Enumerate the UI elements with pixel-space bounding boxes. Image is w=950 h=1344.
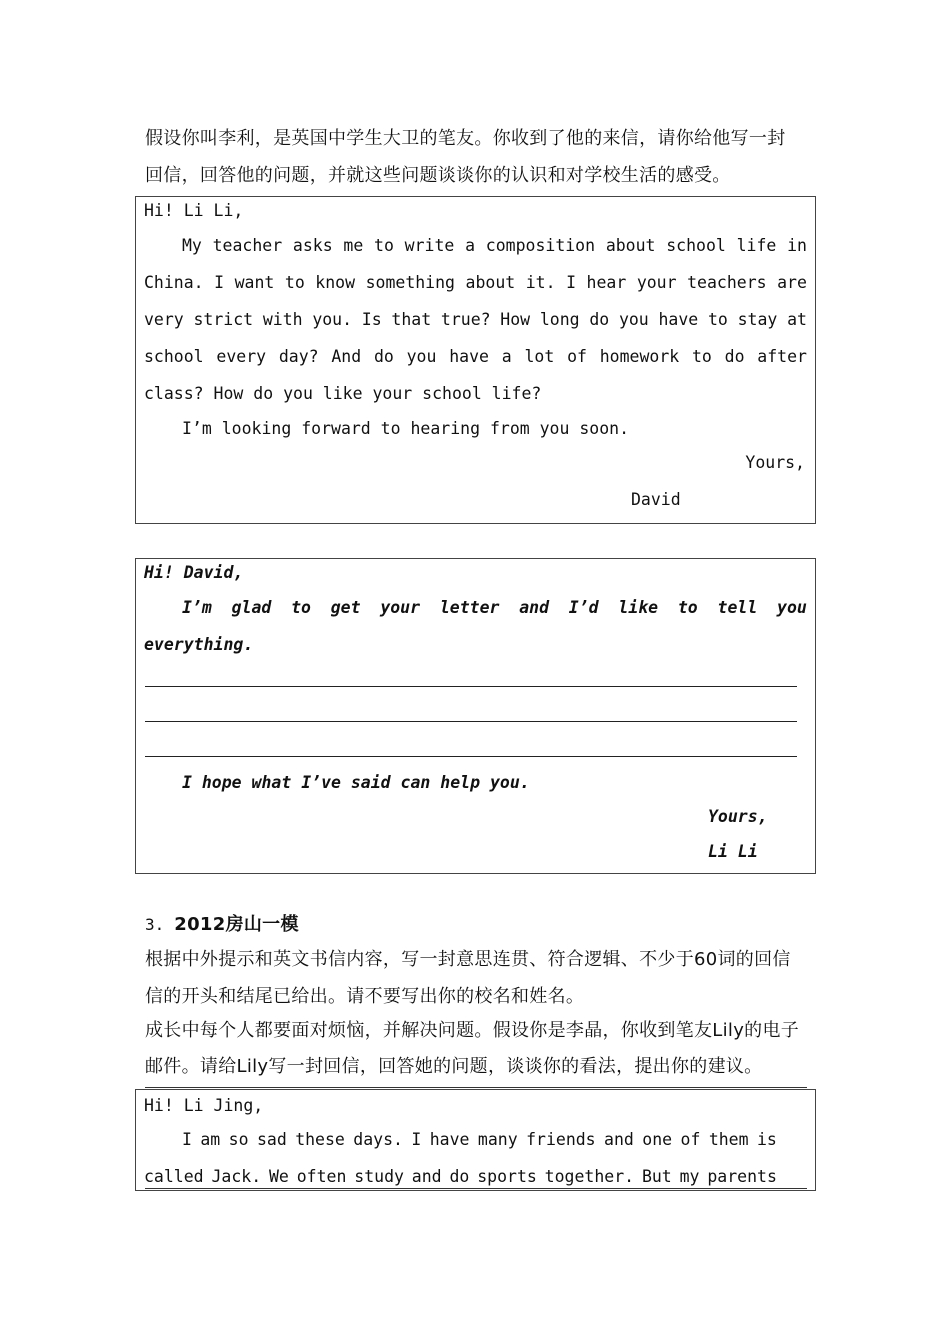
intro-line-2: 回信，回答他的问题，并就这些问题谈谈你的认识和对学校生活的感受。 [145, 165, 731, 186]
letter2-bottom-rule [145, 1188, 807, 1189]
word: of [680, 1130, 701, 1149]
word: you [777, 598, 807, 617]
word: write [404, 236, 455, 255]
word: you [406, 347, 437, 366]
word: glad [231, 598, 272, 617]
word: And [331, 347, 362, 366]
letter1-sign-off: Yours, [745, 453, 805, 472]
word: want [234, 273, 275, 292]
word: very [144, 310, 184, 329]
word: something [365, 273, 455, 292]
word: to [707, 310, 728, 329]
word: days. [353, 1130, 403, 1149]
letter1-signature: David [631, 490, 681, 509]
word: to [284, 273, 305, 292]
word: My [182, 236, 202, 255]
writing-line-3[interactable] [145, 756, 797, 757]
word: me [343, 236, 364, 255]
section3-line-3: 成长中每个人都要面对烦恼，并解决问题。假设你是李晶，你收到笔友Lily的电子 [145, 1020, 800, 1041]
writing-line-1[interactable] [145, 686, 797, 687]
section3-line-4: 邮件。请给Lily写一封回信，回答她的问题，谈谈你的看法，提出你的建议。 [145, 1056, 763, 1077]
word: a [465, 236, 476, 255]
word: do [373, 347, 394, 366]
word: I [214, 273, 225, 292]
reply1-greeting: Hi! David, [144, 563, 244, 582]
word: of [567, 347, 587, 366]
word: stay [737, 310, 778, 329]
word: and [604, 1130, 634, 1149]
reply1-closing-line: I hope what I’ve said can help you. [182, 773, 530, 792]
word: sad [256, 1130, 287, 1149]
word: often [296, 1167, 347, 1186]
word: have [429, 1130, 470, 1149]
word: China. [144, 273, 204, 292]
word: get [330, 598, 361, 617]
word: sports [477, 1167, 537, 1186]
word: I [566, 273, 576, 292]
word: Is [361, 310, 382, 329]
section3-line-1: 根据中外提示和英文书信内容，写一封意思连贯、符合逻辑、不少于60词的回信 [145, 949, 791, 970]
word: have [449, 347, 489, 366]
word: in [787, 236, 807, 255]
word: and [519, 598, 550, 617]
word: called [144, 1167, 204, 1186]
word: lot [524, 347, 555, 366]
word: have [658, 310, 699, 329]
word: I’d [568, 598, 599, 617]
section3-title: 2012房山一模 [174, 914, 299, 935]
word: are [777, 273, 807, 292]
word: these [295, 1130, 345, 1149]
section3-heading [145, 910, 299, 936]
reply1-sign-off: Yours, [708, 807, 768, 826]
letter1-body-line-1 [182, 236, 807, 255]
word: letter [439, 598, 500, 617]
letter2-top-rule [145, 1087, 807, 1088]
word: teachers [687, 273, 767, 292]
word: do [724, 347, 745, 366]
word: How [500, 310, 531, 329]
word: true? [440, 310, 491, 329]
word: about [465, 273, 516, 292]
word: hear [586, 273, 627, 292]
word: is [756, 1130, 777, 1149]
word: them [708, 1130, 749, 1149]
reply1-opening-line [182, 598, 807, 617]
word: one [642, 1130, 673, 1149]
word: composition [485, 236, 596, 255]
word: homework [599, 347, 680, 366]
word: after [757, 347, 807, 366]
letter1-greeting: Hi! Li Li, [144, 201, 244, 220]
word: to [691, 347, 712, 366]
word: school [666, 236, 726, 255]
word: asks [292, 236, 333, 255]
letter2-greeting: Hi! Li Jing, [144, 1096, 264, 1115]
reply1-signature: Li Li [708, 842, 758, 861]
word: that [391, 310, 432, 329]
word: so [228, 1130, 249, 1149]
word: many [477, 1130, 518, 1149]
word: friends [526, 1130, 596, 1149]
word: your [636, 273, 677, 292]
letter-from-david [135, 196, 816, 524]
word: with [262, 310, 303, 329]
word: I [411, 1130, 422, 1149]
intro-line-1: 假设你叫李利，是英国中学生大卫的笔友。你收到了他的来信，请你给他写一封 [145, 128, 786, 149]
word: together. [544, 1167, 635, 1186]
word: I’m [182, 598, 212, 617]
section3-line-2: 信的开头和结尾已给出。请不要写出你的校名和姓名。 [145, 986, 585, 1007]
word: strict [193, 310, 254, 329]
word: study [354, 1167, 404, 1186]
word: a [501, 347, 512, 366]
word: parents [707, 1167, 777, 1186]
writing-line-2[interactable] [145, 721, 797, 722]
letter2-body-line-1 [182, 1130, 777, 1149]
word: your [380, 598, 421, 617]
word: to [291, 598, 311, 617]
word: We [269, 1167, 289, 1186]
word: to [374, 236, 394, 255]
word: long [539, 310, 580, 329]
word: you [618, 310, 649, 329]
word: like [618, 598, 659, 617]
letter1-closing-line: I’m looking forward to hearing from you soon. [182, 419, 630, 438]
word: do [589, 310, 610, 329]
word: teacher [212, 236, 283, 255]
reply-to-david [135, 558, 816, 874]
word: do [449, 1167, 470, 1186]
letter-from-lily [135, 1089, 816, 1191]
word: my [679, 1167, 700, 1186]
word: But [641, 1167, 672, 1186]
letter1-body-line-5: class? How do you like your school life? [144, 384, 542, 403]
word: know [315, 273, 356, 292]
word: you. [312, 310, 353, 329]
word: life [736, 236, 777, 255]
word: am [200, 1130, 221, 1149]
word: at [787, 310, 807, 329]
letter1-body-line-4 [144, 347, 807, 366]
word: school [144, 347, 204, 366]
word: I [182, 1130, 192, 1149]
word: day? [278, 347, 319, 366]
section3-number: 3. [145, 915, 165, 934]
reply1-opening-end: everything. [144, 635, 254, 654]
letter1-body-line-2 [144, 273, 807, 292]
word: it. [525, 273, 556, 292]
word: Jack. [211, 1167, 262, 1186]
letter2-body-line-2 [144, 1167, 777, 1186]
word: about [605, 236, 656, 255]
letter1-body-line-3 [144, 310, 807, 329]
word: tell [717, 598, 758, 617]
word: every [216, 347, 267, 366]
word: and [411, 1167, 442, 1186]
word: to [677, 598, 698, 617]
